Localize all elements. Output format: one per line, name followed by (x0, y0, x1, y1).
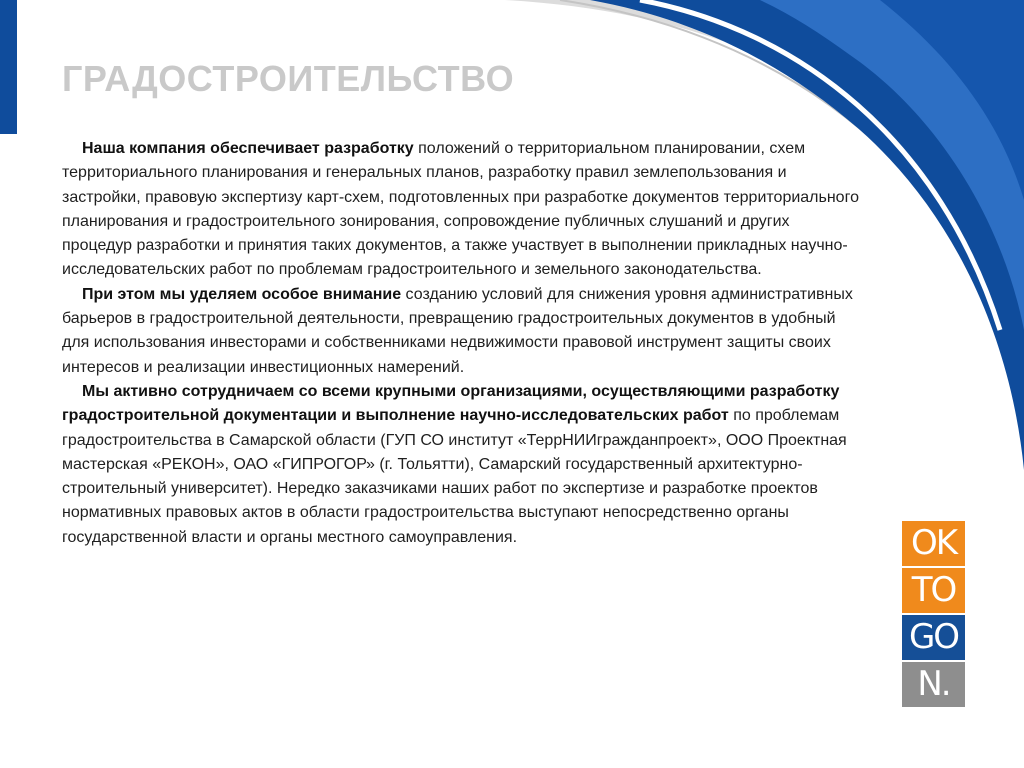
body-text (62, 137, 862, 550)
logo-tile-n: N. (902, 662, 965, 707)
paragraph-3-text: по проблемам градостроительства в Самарской области (ГУП СО институт «ТеррНИИгражданпроект», ООО Проектная мастерская «РЕКОН», ОАО «ГИПРОГОР» (г. Тольятти), Самарский государственный архитектурно-строительный университет). Нередко заказчиками наших работ по экспертизе и разработке проектов нормативных правовых актов в области градостроительства выступают непосредственно органы государственной власти и органы местного самоуправления. (62, 407, 847, 546)
paragraph-2-text: созданию условий для снижения уровня административных барьеров в градостроительной деятельности, превращению градостроительных документов в удобный для использования инвесторами и собственниками недвижимости правовой инструмент защиты своих интересов и реализации инвестиционных намерений. (62, 285, 853, 376)
logo-tile-go: GO (902, 615, 965, 660)
paragraph-2 (62, 283, 862, 380)
paragraph-1-lead: Наша компания обеспечивает разработку (82, 140, 414, 157)
slide-title: ГРАДОСТРОИТЕЛЬСТВО (62, 58, 515, 99)
paragraph-2-lead: При этом мы уделяем особое внимание (82, 285, 402, 303)
logo-tile-ok: OK (902, 521, 965, 566)
paragraph-1 (62, 137, 862, 283)
paragraph-1-text: положений о территориальном планировании, схем территориального планирования и генеральных планов, разработку правил землепользования и застройки, правовую экспертизу карт-схем, подготовленных при разработке документов территориального планирования и градостроительного зонирования, сопровождение публичных слушаний и других процедур разработки и принятия таких документов, а также участвует в выполнении прикладных научно-исследовательских работ по проблемам градостроительного и земельного законодательства. (62, 140, 859, 279)
left-accent-bar (0, 0, 17, 134)
paragraph-3 (62, 380, 862, 550)
paragraph-3-lead: Мы активно сотрудничаем со всеми крупными организациями, осуществляющими разработку градостроительной документации и выполнение научно-исследовательских работ (62, 382, 840, 425)
oktogon-logo (902, 521, 965, 709)
logo-tile-to: TO (902, 568, 965, 613)
